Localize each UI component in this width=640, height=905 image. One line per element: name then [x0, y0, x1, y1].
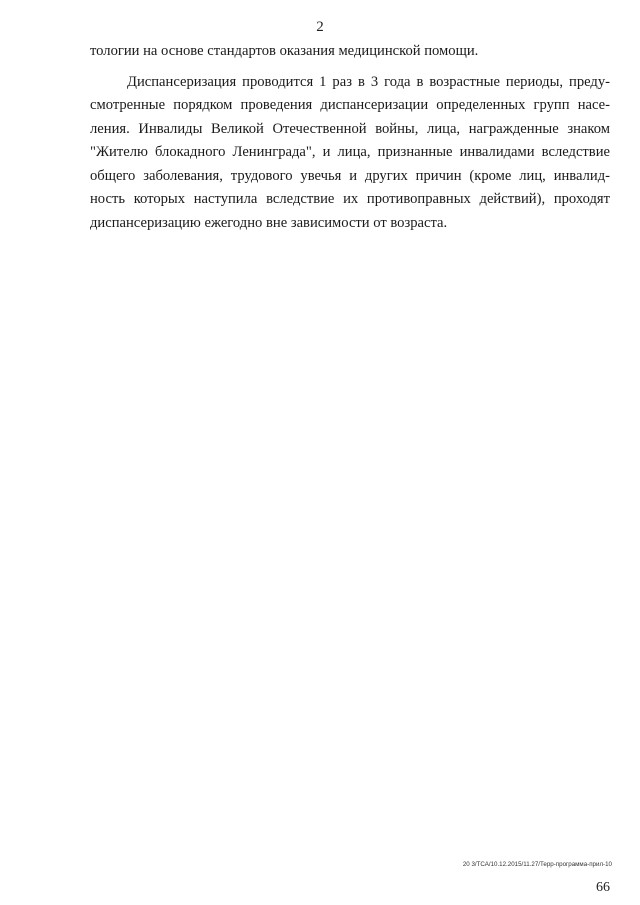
page-number-top: 2 [316, 19, 324, 35]
text-line: общего заболевания, трудового увечья и других причин (кроме лиц, инвалид- [90, 167, 610, 184]
footer-document-code: 20 3/ТСА/10.12.2015/11.27/Терр-программа-прил-10 [462, 861, 612, 868]
page-number-bottom: 66 [596, 880, 610, 895]
text-line: "Жителю блокадного Ленинграда", и лица, признанные инвалидами вследствие [90, 144, 610, 160]
paragraph-gap [90, 64, 610, 71]
text-line: диспансеризацию ежегодно вне зависимости от возраста. [90, 214, 448, 231]
paragraph-dispensary [90, 71, 610, 236]
text-line: смотренные порядком проведения диспансеризации определенных групп насе- [90, 97, 610, 113]
document-body [90, 40, 610, 235]
paragraph-continuation [90, 40, 610, 64]
text-line: ления. Инвалиды Великой Отечественной войны, лица, награжденные знаком [90, 120, 610, 137]
text-line: тологии на основе стандартов оказания медицинской помощи. [90, 43, 479, 59]
text-line: Диспансеризация проводится 1 раз в 3 года в возрастные периоды, преду- [127, 73, 610, 90]
text-line: ность которых наступила вследствие их противоправных действий), проходят [90, 191, 610, 207]
